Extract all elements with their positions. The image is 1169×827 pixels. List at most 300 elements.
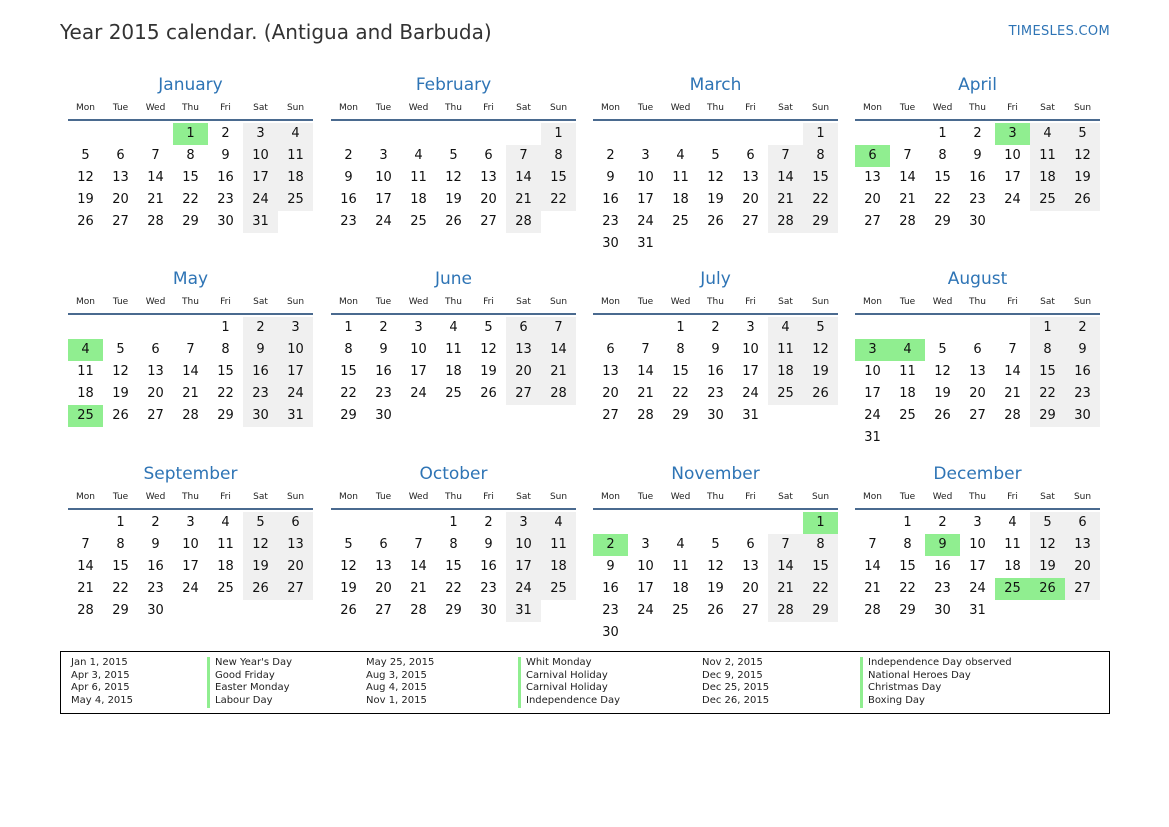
day-cell[interactable]: 13 [147,364,164,379]
day-cell[interactable]: 1 [221,320,230,335]
day-cell[interactable]: 25 [672,603,689,618]
day-cell[interactable]: 1 [116,515,125,530]
day-cell[interactable]: 7 [768,145,803,167]
day-cell[interactable]: 9 [344,170,353,185]
day-cell[interactable]: 28 [410,603,427,618]
day-cell[interactable]: 3 [641,537,650,552]
day-cell[interactable]: 15 [1030,361,1065,383]
day-cell[interactable]: 27 [112,214,129,229]
day-cell[interactable]: 4 [221,515,230,530]
day-cell[interactable]: 19 [480,364,497,379]
day-cell[interactable]: 20 [147,386,164,401]
day-cell[interactable]: 10 [969,537,986,552]
day-cell[interactable]: 19 [934,386,951,401]
day-cell[interactable]: 21 [506,189,541,211]
day-cell[interactable]: 6 [484,148,493,163]
day-cell[interactable]: 14 [147,170,164,185]
day-cell[interactable]: 21 [410,581,427,596]
day-cell[interactable]: 2 [243,317,278,339]
day-cell[interactable]: 13 [506,339,541,361]
day-cell[interactable]: 9 [606,559,615,574]
day-cell[interactable]: 9 [1065,339,1100,361]
day-cell[interactable]: 15 [112,559,129,574]
day-cell[interactable]: 7 [414,537,423,552]
day-cell[interactable]: 17 [1004,170,1021,185]
day-cell[interactable]: 10 [410,342,427,357]
day-cell[interactable]: 19 [243,556,278,578]
day-cell[interactable]: 17 [243,167,278,189]
day-cell[interactable]: 22 [340,386,357,401]
day-cell[interactable]: 29 [899,603,916,618]
day-cell[interactable]: 29 [217,408,234,423]
day-cell[interactable]: 14 [410,559,427,574]
day-cell[interactable]: 21 [899,192,916,207]
day-cell[interactable]: 2 [973,126,982,141]
day-cell[interactable]: 27 [602,408,619,423]
day-cell[interactable]: 3 [973,515,982,530]
day-cell[interactable]: 23 [217,192,234,207]
day-cell[interactable]: 5 [81,148,90,163]
day-cell[interactable]: 7 [186,342,195,357]
day-cell[interactable]: 11 [899,364,916,379]
day-cell[interactable]: 10 [742,342,759,357]
day-cell[interactable]: 2 [151,515,160,530]
day-cell[interactable]: 30 [480,603,497,618]
day-cell[interactable]: 16 [602,581,619,596]
day-cell[interactable]: 29 [340,408,357,423]
day-cell[interactable]: 14 [182,364,199,379]
day-cell[interactable]: 28 [541,383,576,405]
day-cell[interactable]: 17 [742,364,759,379]
day-cell[interactable]: 31 [243,211,278,233]
day-cell[interactable]: 13 [969,364,986,379]
day-cell[interactable]: 26 [77,214,94,229]
day-cell[interactable]: 4 [449,320,458,335]
day-cell[interactable]: 16 [243,361,278,383]
day-cell[interactable]: 24 [410,386,427,401]
holiday-day-cell[interactable]: 3 [995,123,1030,145]
day-cell[interactable]: 27 [969,408,986,423]
day-cell[interactable]: 12 [243,534,278,556]
day-cell[interactable]: 21 [768,578,803,600]
day-cell[interactable]: 28 [1004,408,1021,423]
day-cell[interactable]: 5 [711,148,720,163]
day-cell[interactable]: 11 [1004,537,1021,552]
day-cell[interactable]: 30 [969,214,986,229]
day-cell[interactable]: 17 [410,364,427,379]
day-cell[interactable]: 17 [637,192,654,207]
day-cell[interactable]: 14 [768,167,803,189]
day-cell[interactable]: 25 [768,383,803,405]
day-cell[interactable]: 12 [707,559,724,574]
day-cell[interactable]: 26 [707,603,724,618]
day-cell[interactable]: 2 [606,148,615,163]
day-cell[interactable]: 24 [243,189,278,211]
day-cell[interactable]: 11 [672,559,689,574]
day-cell[interactable]: 25 [672,214,689,229]
day-cell[interactable]: 25 [899,408,916,423]
day-cell[interactable]: 28 [899,214,916,229]
day-cell[interactable]: 15 [541,167,576,189]
day-cell[interactable]: 20 [506,361,541,383]
day-cell[interactable]: 25 [410,214,427,229]
day-cell[interactable]: 21 [864,581,881,596]
day-cell[interactable]: 4 [768,317,803,339]
day-cell[interactable]: 16 [602,192,619,207]
day-cell[interactable]: 22 [541,189,576,211]
day-cell[interactable]: 13 [742,559,759,574]
holiday-day-cell[interactable]: 25 [995,578,1030,600]
day-cell[interactable]: 23 [243,383,278,405]
day-cell[interactable]: 17 [506,556,541,578]
day-cell[interactable]: 11 [768,339,803,361]
day-cell[interactable]: 21 [182,386,199,401]
day-cell[interactable]: 26 [480,386,497,401]
day-cell[interactable]: 5 [803,317,838,339]
day-cell[interactable]: 24 [969,581,986,596]
day-cell[interactable]: 11 [1030,145,1065,167]
day-cell[interactable]: 23 [147,581,164,596]
day-cell[interactable]: 22 [182,192,199,207]
day-cell[interactable]: 26 [445,214,462,229]
day-cell[interactable]: 10 [864,364,881,379]
day-cell[interactable]: 30 [375,408,392,423]
day-cell[interactable]: 18 [672,581,689,596]
day-cell[interactable]: 9 [606,170,615,185]
day-cell[interactable]: 24 [864,408,881,423]
day-cell[interactable]: 27 [1065,578,1100,600]
day-cell[interactable]: 3 [379,148,388,163]
day-cell[interactable]: 31 [637,236,654,251]
day-cell[interactable]: 23 [340,214,357,229]
day-cell[interactable]: 27 [147,408,164,423]
day-cell[interactable]: 7 [506,145,541,167]
day-cell[interactable]: 2 [344,148,353,163]
day-cell[interactable]: 10 [375,170,392,185]
day-cell[interactable]: 26 [243,578,278,600]
day-cell[interactable]: 25 [1030,189,1065,211]
day-cell[interactable]: 17 [637,581,654,596]
day-cell[interactable]: 11 [77,364,94,379]
day-cell[interactable]: 29 [182,214,199,229]
day-cell[interactable]: 18 [410,192,427,207]
day-cell[interactable]: 30 [602,625,619,640]
day-cell[interactable]: 12 [112,364,129,379]
day-cell[interactable]: 28 [768,211,803,233]
day-cell[interactable]: 31 [969,603,986,618]
day-cell[interactable]: 24 [506,578,541,600]
day-cell[interactable]: 8 [803,145,838,167]
day-cell[interactable]: 12 [1030,534,1065,556]
day-cell[interactable]: 27 [480,214,497,229]
day-cell[interactable]: 29 [112,603,129,618]
day-cell[interactable]: 14 [506,167,541,189]
day-cell[interactable]: 15 [217,364,234,379]
day-cell[interactable]: 18 [541,556,576,578]
day-cell[interactable]: 19 [1030,556,1065,578]
day-cell[interactable]: 22 [672,386,689,401]
day-cell[interactable]: 27 [742,214,759,229]
day-cell[interactable]: 2 [221,126,230,141]
day-cell[interactable]: 15 [340,364,357,379]
day-cell[interactable]: 8 [803,534,838,556]
site-link[interactable]: TIMESLES.COM [1008,24,1110,39]
day-cell[interactable]: 26 [340,603,357,618]
holiday-day-cell[interactable]: 1 [803,512,838,534]
day-cell[interactable]: 23 [707,386,724,401]
day-cell[interactable]: 16 [480,559,497,574]
day-cell[interactable]: 10 [637,559,654,574]
day-cell[interactable]: 16 [934,559,951,574]
day-cell[interactable]: 26 [803,383,838,405]
day-cell[interactable]: 2 [711,320,720,335]
day-cell[interactable]: 15 [803,167,838,189]
day-cell[interactable]: 24 [182,581,199,596]
day-cell[interactable]: 22 [803,189,838,211]
day-cell[interactable]: 28 [768,600,803,622]
day-cell[interactable]: 3 [414,320,423,335]
day-cell[interactable]: 15 [899,559,916,574]
day-cell[interactable]: 27 [506,383,541,405]
day-cell[interactable]: 3 [746,320,755,335]
day-cell[interactable]: 27 [375,603,392,618]
day-cell[interactable]: 30 [934,603,951,618]
day-cell[interactable]: 2 [484,515,493,530]
day-cell[interactable]: 29 [934,214,951,229]
day-cell[interactable]: 10 [243,145,278,167]
day-cell[interactable]: 19 [707,581,724,596]
day-cell[interactable]: 12 [803,339,838,361]
day-cell[interactable]: 5 [344,537,353,552]
day-cell[interactable]: 13 [1065,534,1100,556]
day-cell[interactable]: 15 [445,559,462,574]
day-cell[interactable]: 16 [217,170,234,185]
day-cell[interactable]: 20 [112,192,129,207]
day-cell[interactable]: 23 [602,214,619,229]
holiday-day-cell[interactable]: 25 [68,405,103,427]
day-cell[interactable]: 31 [506,600,541,622]
day-cell[interactable]: 8 [221,342,230,357]
day-cell[interactable]: 30 [707,408,724,423]
day-cell[interactable]: 4 [414,148,423,163]
day-cell[interactable]: 24 [637,214,654,229]
day-cell[interactable]: 8 [449,537,458,552]
day-cell[interactable]: 12 [480,342,497,357]
day-cell[interactable]: 15 [934,170,951,185]
day-cell[interactable]: 8 [186,148,195,163]
day-cell[interactable]: 30 [602,236,619,251]
day-cell[interactable]: 20 [742,581,759,596]
day-cell[interactable]: 7 [541,317,576,339]
day-cell[interactable]: 17 [182,559,199,574]
day-cell[interactable]: 7 [868,537,877,552]
day-cell[interactable]: 26 [934,408,951,423]
day-cell[interactable]: 28 [182,408,199,423]
day-cell[interactable]: 8 [541,145,576,167]
day-cell[interactable]: 31 [278,405,313,427]
day-cell[interactable]: 16 [1065,361,1100,383]
holiday-day-cell[interactable]: 26 [1030,578,1065,600]
day-cell[interactable]: 6 [116,148,125,163]
day-cell[interactable]: 2 [1065,317,1100,339]
day-cell[interactable]: 15 [182,170,199,185]
day-cell[interactable]: 23 [375,386,392,401]
day-cell[interactable]: 18 [77,386,94,401]
day-cell[interactable]: 22 [1030,383,1065,405]
day-cell[interactable]: 10 [182,537,199,552]
day-cell[interactable]: 19 [707,192,724,207]
day-cell[interactable]: 21 [541,361,576,383]
day-cell[interactable]: 27 [864,214,881,229]
day-cell[interactable]: 13 [864,170,881,185]
day-cell[interactable]: 1 [1030,317,1065,339]
day-cell[interactable]: 20 [480,192,497,207]
day-cell[interactable]: 24 [278,383,313,405]
day-cell[interactable]: 11 [217,537,234,552]
day-cell[interactable]: 7 [641,342,650,357]
day-cell[interactable]: 5 [1065,123,1100,145]
day-cell[interactable]: 17 [864,386,881,401]
day-cell[interactable]: 11 [278,145,313,167]
day-cell[interactable]: 22 [934,192,951,207]
day-cell[interactable]: 13 [742,170,759,185]
day-cell[interactable]: 10 [637,170,654,185]
day-cell[interactable]: 16 [340,192,357,207]
holiday-day-cell[interactable]: 9 [925,534,960,556]
day-cell[interactable]: 27 [278,578,313,600]
day-cell[interactable]: 3 [186,515,195,530]
day-cell[interactable]: 29 [445,603,462,618]
day-cell[interactable]: 28 [77,603,94,618]
day-cell[interactable]: 13 [112,170,129,185]
day-cell[interactable]: 26 [112,408,129,423]
day-cell[interactable]: 5 [243,512,278,534]
day-cell[interactable]: 21 [1004,386,1021,401]
day-cell[interactable]: 18 [768,361,803,383]
day-cell[interactable]: 12 [340,559,357,574]
day-cell[interactable]: 5 [484,320,493,335]
day-cell[interactable]: 18 [1030,167,1065,189]
day-cell[interactable]: 3 [506,512,541,534]
day-cell[interactable]: 14 [899,170,916,185]
day-cell[interactable]: 19 [803,361,838,383]
day-cell[interactable]: 19 [445,192,462,207]
day-cell[interactable]: 5 [938,342,947,357]
day-cell[interactable]: 30 [1065,405,1100,427]
day-cell[interactable]: 11 [445,342,462,357]
day-cell[interactable]: 7 [151,148,160,163]
day-cell[interactable]: 25 [445,386,462,401]
day-cell[interactable]: 5 [449,148,458,163]
day-cell[interactable]: 30 [243,405,278,427]
day-cell[interactable]: 10 [1004,148,1021,163]
day-cell[interactable]: 29 [1030,405,1065,427]
day-cell[interactable]: 15 [672,364,689,379]
day-cell[interactable]: 6 [278,512,313,534]
day-cell[interactable]: 1 [541,123,576,145]
day-cell[interactable]: 22 [217,386,234,401]
day-cell[interactable]: 18 [1004,559,1021,574]
day-cell[interactable]: 23 [934,581,951,596]
day-cell[interactable]: 13 [375,559,392,574]
day-cell[interactable]: 24 [637,603,654,618]
day-cell[interactable]: 25 [541,578,576,600]
day-cell[interactable]: 4 [1008,515,1017,530]
day-cell[interactable]: 25 [217,581,234,596]
day-cell[interactable]: 21 [768,189,803,211]
day-cell[interactable]: 14 [77,559,94,574]
day-cell[interactable]: 14 [864,559,881,574]
day-cell[interactable]: 9 [151,537,160,552]
day-cell[interactable]: 20 [742,192,759,207]
day-cell[interactable]: 14 [768,556,803,578]
day-cell[interactable]: 14 [637,364,654,379]
holiday-day-cell[interactable]: 3 [855,339,890,361]
day-cell[interactable]: 21 [77,581,94,596]
day-cell[interactable]: 29 [672,408,689,423]
day-cell[interactable]: 30 [147,603,164,618]
day-cell[interactable]: 14 [1004,364,1021,379]
day-cell[interactable]: 6 [379,537,388,552]
day-cell[interactable]: 18 [278,167,313,189]
day-cell[interactable]: 4 [1030,123,1065,145]
day-cell[interactable]: 12 [1065,145,1100,167]
day-cell[interactable]: 28 [864,603,881,618]
day-cell[interactable]: 25 [278,189,313,211]
holiday-day-cell[interactable]: 6 [855,145,890,167]
day-cell[interactable]: 19 [1065,167,1100,189]
day-cell[interactable]: 2 [938,515,947,530]
day-cell[interactable]: 23 [969,192,986,207]
day-cell[interactable]: 28 [637,408,654,423]
day-cell[interactable]: 1 [903,515,912,530]
day-cell[interactable]: 5 [1030,512,1065,534]
day-cell[interactable]: 13 [602,364,619,379]
day-cell[interactable]: 20 [969,386,986,401]
day-cell[interactable]: 7 [903,148,912,163]
day-cell[interactable]: 9 [379,342,388,357]
day-cell[interactable]: 3 [278,317,313,339]
holiday-day-cell[interactable]: 4 [68,339,103,361]
day-cell[interactable]: 3 [641,148,650,163]
day-cell[interactable]: 10 [506,534,541,556]
day-cell[interactable]: 26 [1065,189,1100,211]
day-cell[interactable]: 29 [803,211,838,233]
day-cell[interactable]: 24 [742,386,759,401]
day-cell[interactable]: 1 [449,515,458,530]
day-cell[interactable]: 18 [445,364,462,379]
day-cell[interactable]: 5 [116,342,125,357]
day-cell[interactable]: 14 [541,339,576,361]
day-cell[interactable]: 19 [340,581,357,596]
day-cell[interactable]: 16 [707,364,724,379]
day-cell[interactable]: 12 [707,170,724,185]
day-cell[interactable]: 10 [278,339,313,361]
day-cell[interactable]: 26 [707,214,724,229]
day-cell[interactable]: 2 [379,320,388,335]
day-cell[interactable]: 13 [278,534,313,556]
day-cell[interactable]: 6 [746,537,755,552]
day-cell[interactable]: 1 [803,123,838,145]
day-cell[interactable]: 13 [480,170,497,185]
day-cell[interactable]: 12 [77,170,94,185]
day-cell[interactable]: 9 [973,148,982,163]
day-cell[interactable]: 23 [1065,383,1100,405]
day-cell[interactable]: 18 [217,559,234,574]
holiday-day-cell[interactable]: 4 [890,339,925,361]
day-cell[interactable]: 6 [606,342,615,357]
day-cell[interactable]: 19 [112,386,129,401]
